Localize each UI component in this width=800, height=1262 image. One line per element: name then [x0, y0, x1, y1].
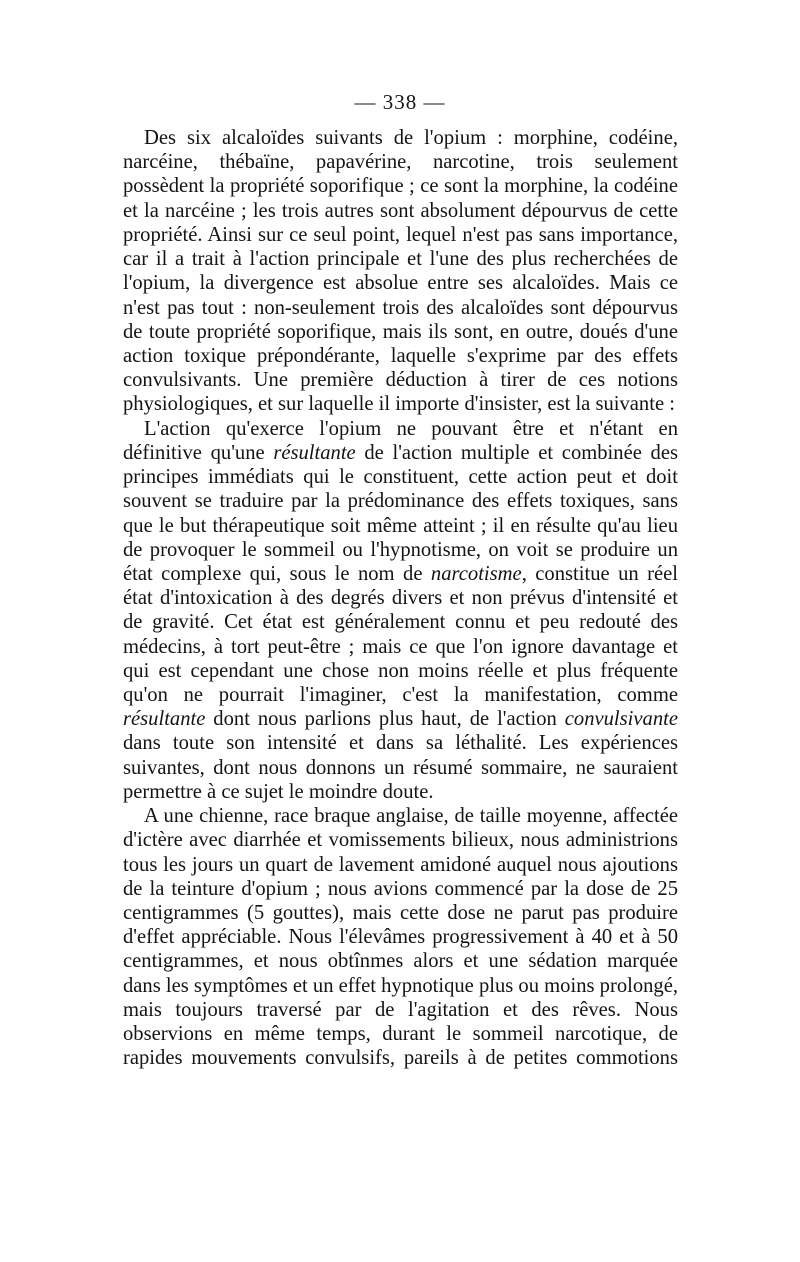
- paragraph-alcaloides: [123, 126, 678, 417]
- paragraph-chienne: [123, 804, 678, 1070]
- text-segment: de l'action multiple et combinée des principes immédiats qui le constituent, cette action peut et doit souvent se traduire par la prédominance des effets toxiques, sans que le but thérapeutique soit même atteint ; il en résulte qu'au lieu de provoquer le sommeil ou l'hypnotisme, on voit se produire un état complexe qui, sous le nom de: [123, 441, 678, 585]
- italic-term: résultante: [123, 708, 206, 731]
- text-segment: dont nous parlions plus haut, de l'action: [205, 708, 565, 731]
- italic-term: résultante: [273, 441, 356, 464]
- italic-term: convulsivante: [564, 708, 678, 731]
- text-segment: L'action qu'exerce l'opium ne pouvant être et n'étant en définitive qu'une: [123, 417, 678, 464]
- text-segment: Des six alcaloïdes suivants de l'opium : morphine, codéine, narcéine, thébaïne, papavérine, narcotine, trois seulement possèdent la propriété soporifique ; ce sont la morphine, la codéine et la narcéine ; les trois autres sont absolument dépourvus de cette propriété. Ainsi sur ce seul point, lequel n'est pas sans importance, car il a trait à l'action principale et l'une des plus recherchées de l'opium, la divergence est absolue entre ses alcaloïdes. Mais ce n'est pas tout : non-seulement trois des alcaloïdes sont dépourvus de toute propriété soporifique, mais ils sont, en outre, doués d'une action toxique prépondérante, laquelle s'exprime par des effets convulsivants. Une première déduction à tirer de ces notions physiologiques, et sur laquelle il importe d'insister, est la suivante :: [123, 127, 678, 416]
- text-segment: dans toute son intensité et dans sa léthalité. Les expériences suivantes, dont nous donnons un résumé sommaire, ne sauraient permettre à ce sujet le moindre doute.: [123, 732, 678, 803]
- text-segment: , constitue un réel état d'intoxication à des degrés divers et non prévus d'intensité et de gravité. Cet état est généralement connu et peu redouté des médecins, à tort peut-être ; mais ce que l'on ignore davantage et qui est cependant une chose non moins réelle et plus fréquente qu'on ne pourrait l'imaginer, c'est la manifestation, comme: [123, 562, 678, 707]
- body-text: [123, 126, 678, 1071]
- italic-term: narcotisme: [430, 562, 522, 585]
- text-segment: A une chienne, race braque anglaise, de taille moyenne, affectée d'ictère avec diarrhée et vomissements bilieux, nous administrions tous les jours un quart de lavement amidoné auquel nous ajoutions de la teinture d'opium ; nous avions commencé par la dose de 25 centigrammes (5 gouttes), mais cette dose ne parut pas produire d'effet appréciable. Nous l'élevâmes progressivement à 40 et à 50 centigrammes, et nous obtînmes alors et une sédation marquée dans les symptômes et un effet hypnotique plus ou moins prolongé, mais toujours traversé par de l'agitation et des rêves. Nous observions en même temps, durant le sommeil narcotique, de rapides mouvements convulsifs, pareils à de petites commotions: [123, 805, 679, 1070]
- page-number: — 338 —: [354, 90, 446, 114]
- paragraph-deduction: [123, 417, 678, 805]
